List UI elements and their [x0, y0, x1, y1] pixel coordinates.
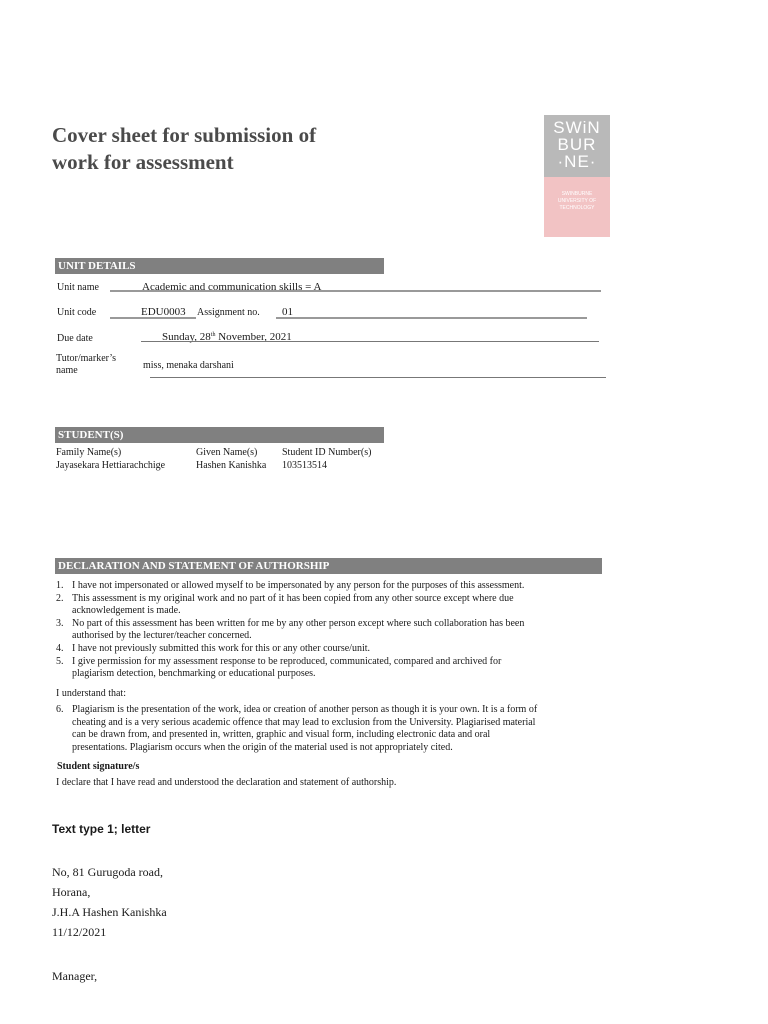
item-text: I have not previously submitted this work for this or any other course/unit. — [72, 642, 371, 654]
signature-label: Student signature/s — [57, 761, 140, 772]
logo-line-1: SWiN — [553, 118, 601, 137]
declaration-header: DECLARATION AND STATEMENT OF AUTHORSHIP — [55, 558, 602, 574]
due-date-suffix: th — [210, 332, 216, 338]
title-line-2: work for assessment — [52, 150, 234, 174]
item-text-cont: acknowledgement is made. — [72, 605, 181, 617]
logo-line-3: ·NE· — [557, 152, 597, 171]
tutor-line — [150, 377, 606, 378]
item-text: I have not impersonated or allowed myself to be impersonated by any person for the purposes of this assessment. — [72, 580, 525, 591]
swinburne-logo — [544, 115, 610, 237]
letter-address — [52, 862, 167, 942]
tutor-label-line-2: name — [56, 365, 78, 376]
assignment-line — [276, 317, 587, 319]
declaration-item-5 — [56, 656, 616, 681]
item-number: 6. — [56, 704, 64, 715]
understand-text: I understand that: — [56, 688, 126, 699]
unit-details-header: UNIT DETAILS — [55, 258, 384, 274]
item-number: 5. — [56, 655, 64, 667]
declaration-item-4 — [56, 643, 616, 656]
letter-salutation: Manager, — [52, 969, 98, 983]
assignment-label: Assignment no. — [197, 307, 260, 318]
student-id: 103513514 — [282, 460, 327, 471]
item-text-cont: plagiarism detection, benchmarking or educational purposes. — [72, 668, 316, 680]
student-family-name: Jayasekara Hettiarachchige — [56, 460, 166, 471]
student-given-name: Hashen Kanishka — [196, 460, 267, 471]
item-number: 1. — [56, 580, 64, 591]
unit-code-label: Unit code — [57, 307, 97, 318]
logo-sub-1: SWINBURNE — [561, 191, 593, 197]
declaration-item-6 — [56, 704, 616, 754]
sender-name: J.H.A Hashen Kanishka — [52, 905, 167, 919]
item-text-cont: cheating and is a very serious academic offence that may lead to exclusion from the University. Plagiarised material — [72, 716, 536, 728]
assignment-value: 01 — [282, 306, 293, 318]
declaration-item-3 — [56, 618, 616, 643]
item-number: 3. — [56, 617, 64, 629]
item-text: This assessment is my original work and no part of it has been copied from any other source except where due — [72, 592, 514, 604]
item-text: No part of this assessment has been written for me by any other person except where such collaboration has been — [72, 617, 525, 629]
item-text-cont: presentations. Plagiarism occurs when the origin of the material used is not appropriately cited. — [72, 741, 453, 753]
item-text-cont: can be drawn from, and presented in, written, graphic and visual form, including electronic data and oral — [72, 729, 491, 741]
logo-subtitle — [544, 177, 610, 237]
students-header: STUDENT(S) — [55, 427, 384, 443]
declaration-list — [56, 580, 616, 681]
declaration-list-2 — [56, 704, 616, 754]
logo-wordmark — [544, 115, 610, 177]
tutor-label — [56, 353, 116, 377]
col-family-name: Family Name(s) — [56, 447, 122, 458]
unit-code-value: EDU0003 — [141, 306, 186, 318]
item-text-cont: authorised by the lecturer/teacher concerned. — [72, 630, 252, 642]
due-date-line — [141, 341, 599, 342]
item-text: I give permission for my assessment response to be reproduced, communicated, compared and archived for — [72, 655, 502, 667]
col-student-id: Student ID Number(s) — [282, 447, 372, 458]
unit-name-value: Academic and communication skills = A — [142, 281, 322, 293]
item-number: 2. — [56, 592, 64, 604]
logo-sub-3: TECHNOLOGY — [559, 205, 595, 211]
declaration-item-2 — [56, 593, 616, 618]
due-date-month-year: November, 2021 — [215, 331, 292, 343]
logo-sub-2: UNIVERSITY OF — [557, 198, 597, 204]
declaration-item-1 — [56, 580, 616, 593]
tutor-label-line-1: Tutor/marker’s — [56, 353, 116, 364]
address-line-2: Horana, — [52, 885, 91, 899]
address-line-1: No, 81 Gurugoda road, — [52, 865, 163, 879]
unit-name-line — [110, 290, 601, 292]
unit-name-label: Unit name — [57, 282, 99, 293]
item-number: 4. — [56, 642, 64, 654]
page-title — [52, 122, 316, 176]
item-text: Plagiarism is the presentation of the work, idea or creation of another person as though it is your own. It is a form of — [72, 704, 538, 715]
col-given-name: Given Name(s) — [196, 447, 258, 458]
unit-code-line — [110, 317, 196, 319]
letter-date: 11/12/2021 — [52, 925, 107, 939]
due-date-label: Due date — [57, 333, 93, 344]
tutor-name-value: miss, menaka darshani — [143, 360, 234, 371]
letter-heading: Text type 1; letter — [52, 822, 151, 836]
signature-declaration: I declare that I have read and understood the declaration and statement of authorship. — [56, 777, 397, 788]
title-line-1: Cover sheet for submission of — [52, 123, 317, 147]
due-date-day: Sunday, 28 — [162, 331, 211, 343]
logo-line-2: BUR — [557, 135, 597, 154]
